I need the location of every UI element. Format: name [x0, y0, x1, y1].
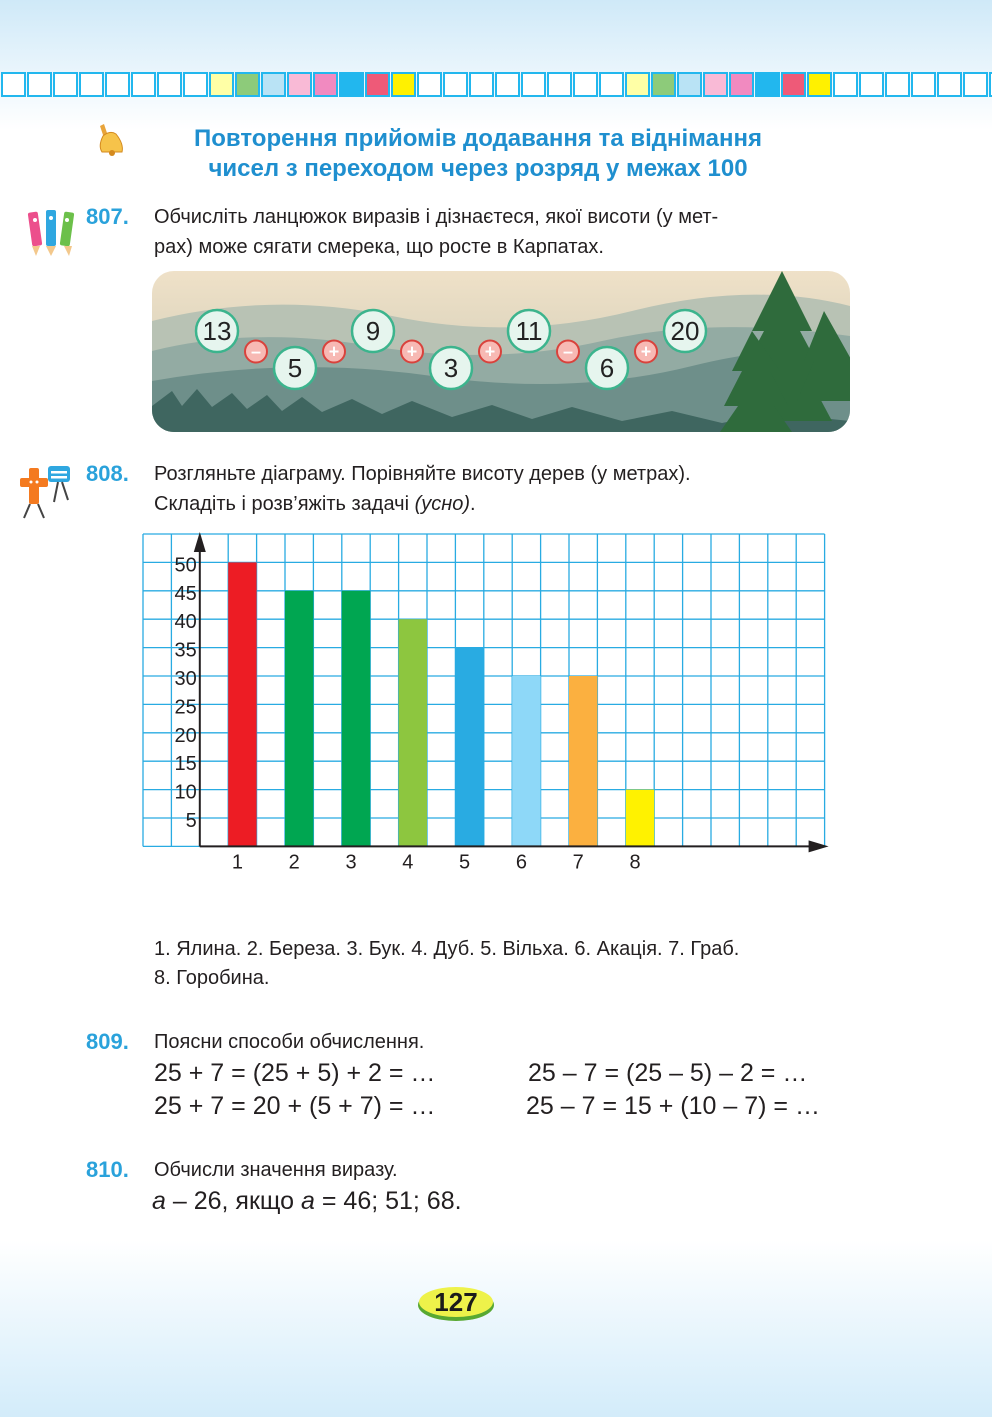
strip-square — [496, 73, 519, 96]
x-tick-label: 2 — [288, 851, 300, 874]
exercise-807-text — [154, 202, 850, 262]
chain-operator: + — [640, 341, 652, 362]
strip-square — [808, 73, 831, 96]
strip-square — [158, 73, 181, 96]
exercise-808-line-2 — [154, 489, 850, 519]
strip-square — [834, 73, 857, 96]
strip-square — [912, 73, 935, 96]
strip-square — [132, 73, 155, 96]
strip-square — [392, 73, 415, 96]
chain-number: 11 — [515, 316, 543, 346]
chart-legend-text — [154, 935, 854, 993]
y-tick-label: 40 — [174, 611, 197, 634]
y-tick-label: 10 — [174, 781, 197, 804]
y-tick-label: 25 — [174, 696, 197, 719]
expression-810-part-1: – 26, якщо — [165, 1187, 302, 1215]
y-tick-label: 35 — [174, 639, 197, 662]
strip-square — [964, 73, 987, 96]
page-number: 127 — [434, 1287, 478, 1317]
strip-square — [756, 73, 779, 96]
x-tick-label: 8 — [629, 851, 641, 874]
strip-square — [938, 73, 961, 96]
decorative-square-strip — [0, 72, 992, 100]
strip-square — [80, 73, 103, 96]
expression-810 — [152, 1185, 462, 1218]
exercise-810-number: 810. — [86, 1157, 129, 1182]
strip-square — [704, 73, 727, 96]
y-tick-label: 50 — [174, 554, 197, 577]
expression-810-part-2: = 46; 51; 68. — [314, 1187, 462, 1215]
strip-square — [262, 73, 285, 96]
strip-square — [470, 73, 493, 96]
strip-square — [54, 73, 77, 96]
variable-a-1: а — [152, 1187, 166, 1215]
strip-square — [574, 73, 597, 96]
exercise-808-text — [154, 459, 850, 519]
exercise-808-italic-note: (усно) — [414, 493, 471, 515]
strip-square — [340, 73, 363, 96]
x-tick-label: 6 — [515, 851, 527, 874]
strip-square — [678, 73, 701, 96]
y-tick-label: 45 — [174, 582, 197, 605]
exercise-807-line-2: рах) може сягати смерека, що росте в Карпатах. — [154, 236, 604, 258]
expression-809-4: 25 – 7 = 15 + (10 – 7) = … — [526, 1092, 820, 1120]
tree-height-bar-chart — [140, 530, 840, 875]
bar-5 — [455, 648, 483, 847]
strip-square — [28, 73, 51, 96]
strip-square — [600, 73, 623, 96]
strip-square — [886, 73, 909, 96]
exercise-808-number: 808. — [86, 461, 129, 486]
strip-square — [314, 73, 337, 96]
expression-809-2: 25 – 7 = (25 – 5) – 2 = … — [528, 1059, 808, 1087]
strip-square — [522, 73, 545, 96]
strip-square — [626, 73, 649, 96]
bar-2 — [285, 591, 313, 847]
chain-operator: – — [250, 341, 262, 362]
legend-line-2: 8. Горобина. — [154, 967, 270, 989]
y-tick-label: 5 — [185, 810, 197, 832]
y-tick-label: 15 — [174, 753, 197, 776]
chain-number: 9 — [365, 316, 381, 346]
exercise-808-line-2-main: Складіть і розв’яжіть задачі — [154, 493, 410, 515]
chain-operator: + — [406, 341, 418, 362]
math-signs-mascot-icon — [10, 462, 76, 520]
x-tick-label: 7 — [572, 851, 584, 874]
strip-square — [106, 73, 129, 96]
strip-square — [366, 73, 389, 96]
bar-6 — [512, 676, 540, 846]
mountain-chain-illustration — [152, 271, 850, 432]
x-tick-label: 1 — [231, 851, 243, 874]
strip-square — [184, 73, 207, 96]
chain-number: 6 — [599, 353, 615, 383]
title-line-1: Повторення прийомів додавання та віднімання — [194, 125, 762, 152]
title-line-2: чисел з переходом через розряд у межах 100 — [208, 155, 748, 182]
exercise-807-number: 807. — [86, 204, 129, 229]
x-tick-label: 3 — [345, 851, 357, 874]
x-tick-label: 5 — [459, 851, 471, 874]
strip-square — [860, 73, 883, 96]
chain-operator: + — [484, 341, 496, 362]
chain-number: 13 — [202, 316, 232, 346]
x-axis-arrow — [809, 840, 829, 852]
x-tick-label: 4 — [402, 851, 414, 874]
bar-4 — [399, 619, 427, 846]
bell-icon — [94, 122, 128, 158]
exercise-810-text: Обчисли значення виразу. — [154, 1159, 398, 1181]
exercise-808-line-1: Розгляньте діаграму. Порівняйте висоту дерев (у метрах). — [154, 463, 691, 485]
strip-square — [236, 73, 259, 96]
expression-809-1: 25 + 7 = (25 + 5) + 2 = … — [154, 1059, 436, 1087]
strip-square — [2, 73, 25, 96]
pencils-mascot-icon — [24, 206, 82, 258]
bar-3 — [342, 591, 370, 847]
chain-operator: + — [328, 341, 340, 362]
variable-a-2: а — [301, 1187, 315, 1215]
chain-number: 20 — [670, 316, 700, 346]
strip-square — [652, 73, 675, 96]
chain-operator: – — [562, 341, 574, 362]
y-tick-label: 20 — [174, 724, 197, 747]
y-tick-label: 30 — [174, 668, 197, 690]
expression-809-3: 25 + 7 = 20 + (5 + 7) = … — [154, 1092, 436, 1120]
strip-square — [444, 73, 467, 96]
page-number-badge — [416, 1283, 496, 1328]
y-axis-arrow — [194, 532, 206, 552]
bar-8 — [626, 790, 654, 847]
legend-line-1: 1. Ялина. 2. Береза. 3. Бук. 4. Дуб. 5. Вільха. 6. Акація. 7. Граб. — [154, 938, 740, 960]
bar-1 — [228, 562, 256, 846]
page-title — [128, 124, 828, 184]
exercise-809-text: Поясни способи обчислення. — [154, 1031, 425, 1053]
strip-square — [288, 73, 311, 96]
chain-number: 5 — [287, 353, 303, 383]
strip-square — [730, 73, 753, 96]
exercise-809-number: 809. — [86, 1029, 129, 1054]
strip-square — [418, 73, 441, 96]
exercise-808-line-2-end: . — [470, 493, 476, 515]
strip-square — [782, 73, 805, 96]
chain-number: 3 — [443, 353, 459, 383]
strip-square — [210, 73, 233, 96]
exercise-807-line-1: Обчисліть ланцюжок виразів і дізнаєтеся, якої висоти (у мет- — [154, 206, 719, 228]
strip-square — [548, 73, 571, 96]
bar-7 — [569, 676, 597, 846]
